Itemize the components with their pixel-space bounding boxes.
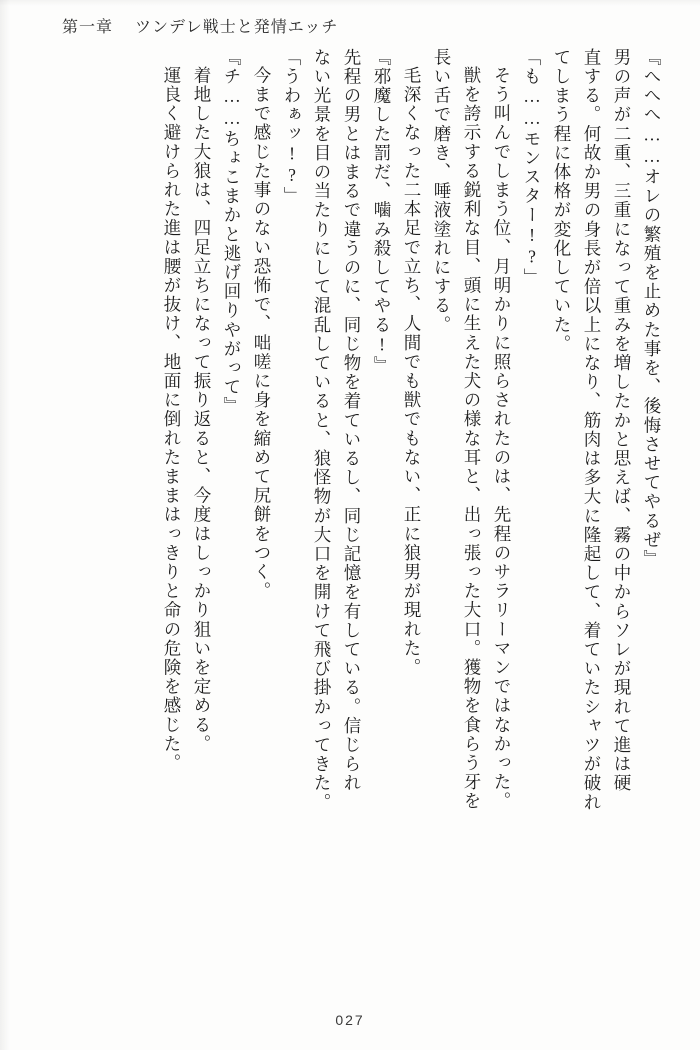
running-header: [0, 8, 700, 42]
chapter-title: ツンデレ戦士と発情エッチ: [135, 18, 339, 36]
text-line: 「うわぁッ!?」: [282, 48, 302, 206]
text-line: てしまう程に体格が変化していた。: [552, 48, 572, 354]
page-number: 027: [335, 1012, 365, 1028]
text-line: 獣を誇示する鋭利な目、頭に生えた犬の様な耳と、出っ張った大口。獲物を食らう牙を: [462, 66, 482, 811]
scan-edge-left: [0, 0, 10, 1050]
text-line: 今まで感じた事のない恐怖で、咄嗟に身を縮めて尻餅をつく。: [252, 66, 272, 601]
text-line: 着地した大狼は、四足立ちになって振り返ると、今度はしっかり狙いを定める。: [192, 66, 212, 754]
text-line: 『へへへ……オレの繁殖を止めた事を、後悔させてやるぜ』: [642, 48, 662, 569]
text-line: 『邪魔した罰だ、噛み殺してやる!』: [372, 48, 392, 376]
text-line: 「も……モンスター!?」: [522, 48, 542, 288]
header-divider: [44, 30, 656, 31]
scan-edge-top: [0, 0, 700, 6]
text-line: 『チ……ちょこまかと逃げ回りやがって』: [222, 48, 242, 416]
text-line: 男の声が二重、三重になって重みを増したかと思えば、霧の中からソレが現れて進は硬: [612, 48, 632, 793]
text-line: 毛深くなった二本足で立ち、人間でも獣でもない、正に狼男が現れた。: [402, 66, 422, 678]
text-line: そう叫んでしまう位、月明かりに照らされたのは、先程のサラリーマンではなかった。: [492, 66, 512, 811]
vertical-text-body: [48, 48, 660, 984]
text-line: 長い舌で磨き、唾液塗れにする。: [432, 48, 452, 335]
chapter-label: 第一章: [62, 18, 114, 36]
text-line: 直する。何故か男の身長が倍以上になり、筋肉は多大に隆起して、着ていたシャツが破れ: [582, 48, 602, 812]
text-line: 先程の男とはまるで違うのに、同じ物を着ているし、同じ記憶を有している。信じられ: [342, 48, 362, 793]
text-line: ない光景を目の当たりにして混乱していると、狼怪物が大口を開けて飛び掛かってきた。: [312, 48, 332, 812]
text-line: 運良く避けられた進は腰が抜け、地面に倒れたままはっきりと命の危険を感じた。: [162, 66, 182, 773]
